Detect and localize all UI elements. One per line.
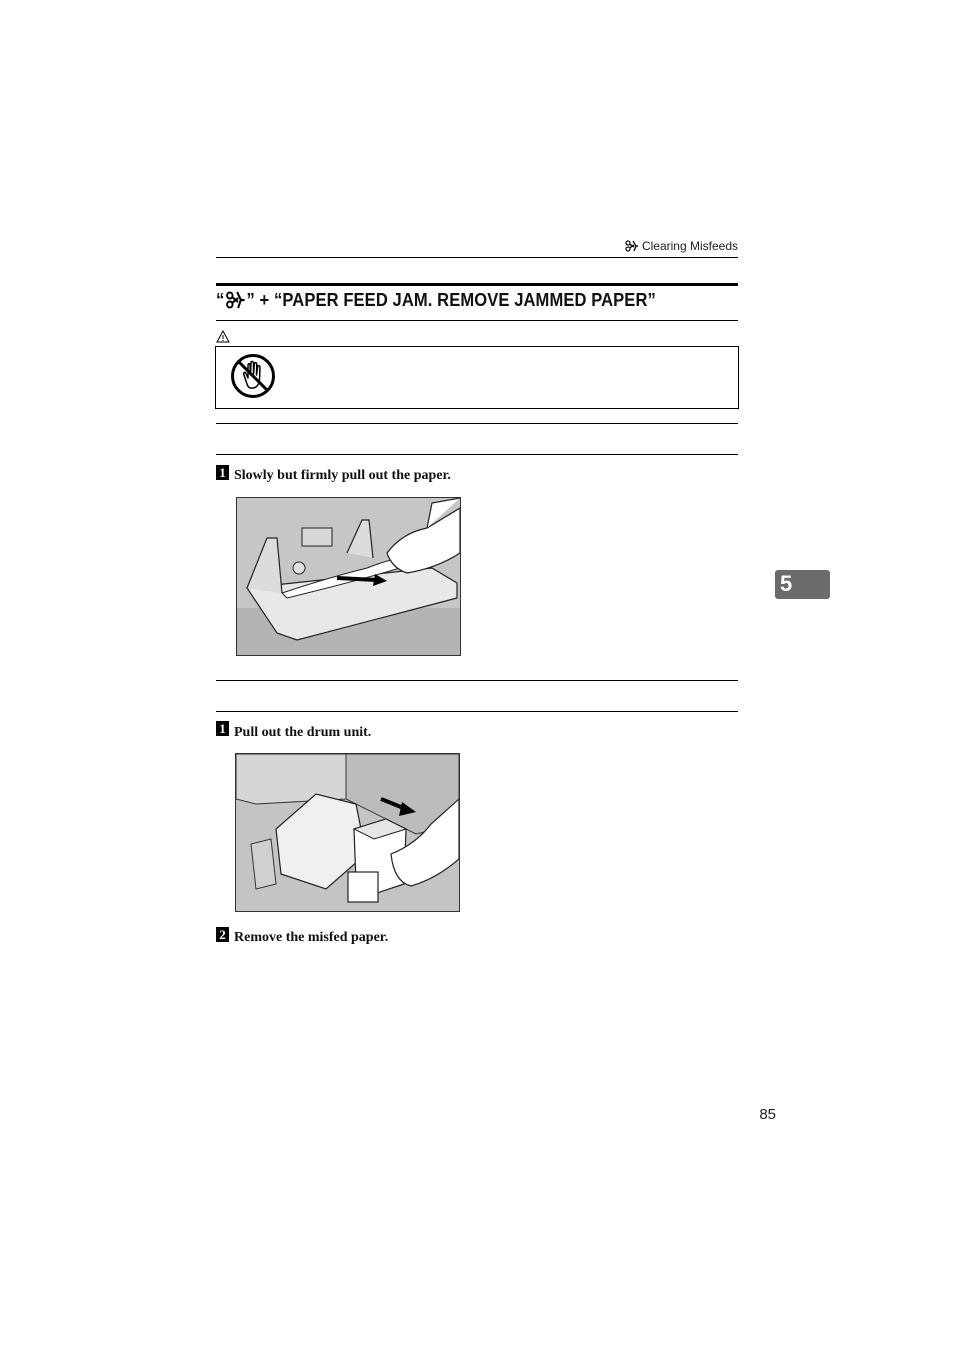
caution-box: [215, 346, 739, 409]
title-text: ” + “PAPER FEED JAM. REMOVE JAMMED PAPER”: [246, 290, 656, 310]
title-top-rule: [216, 283, 738, 286]
running-header: [560, 239, 738, 253]
warning-icon: [216, 330, 230, 343]
page-number: 85: [759, 1106, 776, 1123]
procedure-b-lower-rule: [216, 711, 738, 712]
step-number: 2: [216, 927, 229, 942]
step-text: Pull out the drum unit.: [234, 725, 372, 740]
procedure-a-lower-rule: [216, 454, 738, 455]
no-touch-hand-icon: [230, 353, 276, 399]
chapter-tab: [775, 570, 830, 599]
title-bottom-rule: [216, 320, 738, 321]
misfeed-icon: [225, 291, 245, 309]
step-text: Remove the misfed paper.: [234, 930, 389, 945]
header-section-title: Clearing Misfeeds: [641, 239, 738, 253]
step-number: 1: [216, 721, 229, 736]
procedure-a-upper-rule: [216, 423, 738, 424]
header-rule: [216, 257, 738, 258]
drum-unit-illustration: [235, 753, 460, 912]
procedure-b-upper-rule: [216, 680, 738, 681]
paper-tray-illustration: [236, 497, 461, 656]
misfeed-icon: [625, 240, 639, 252]
chapter-tab-label: 5: [780, 571, 793, 596]
page-title: [216, 290, 696, 311]
step-text: Slowly but firmly pull out the paper.: [234, 468, 451, 483]
step-number: 1: [216, 465, 229, 480]
title-open-quote: “: [216, 290, 225, 310]
